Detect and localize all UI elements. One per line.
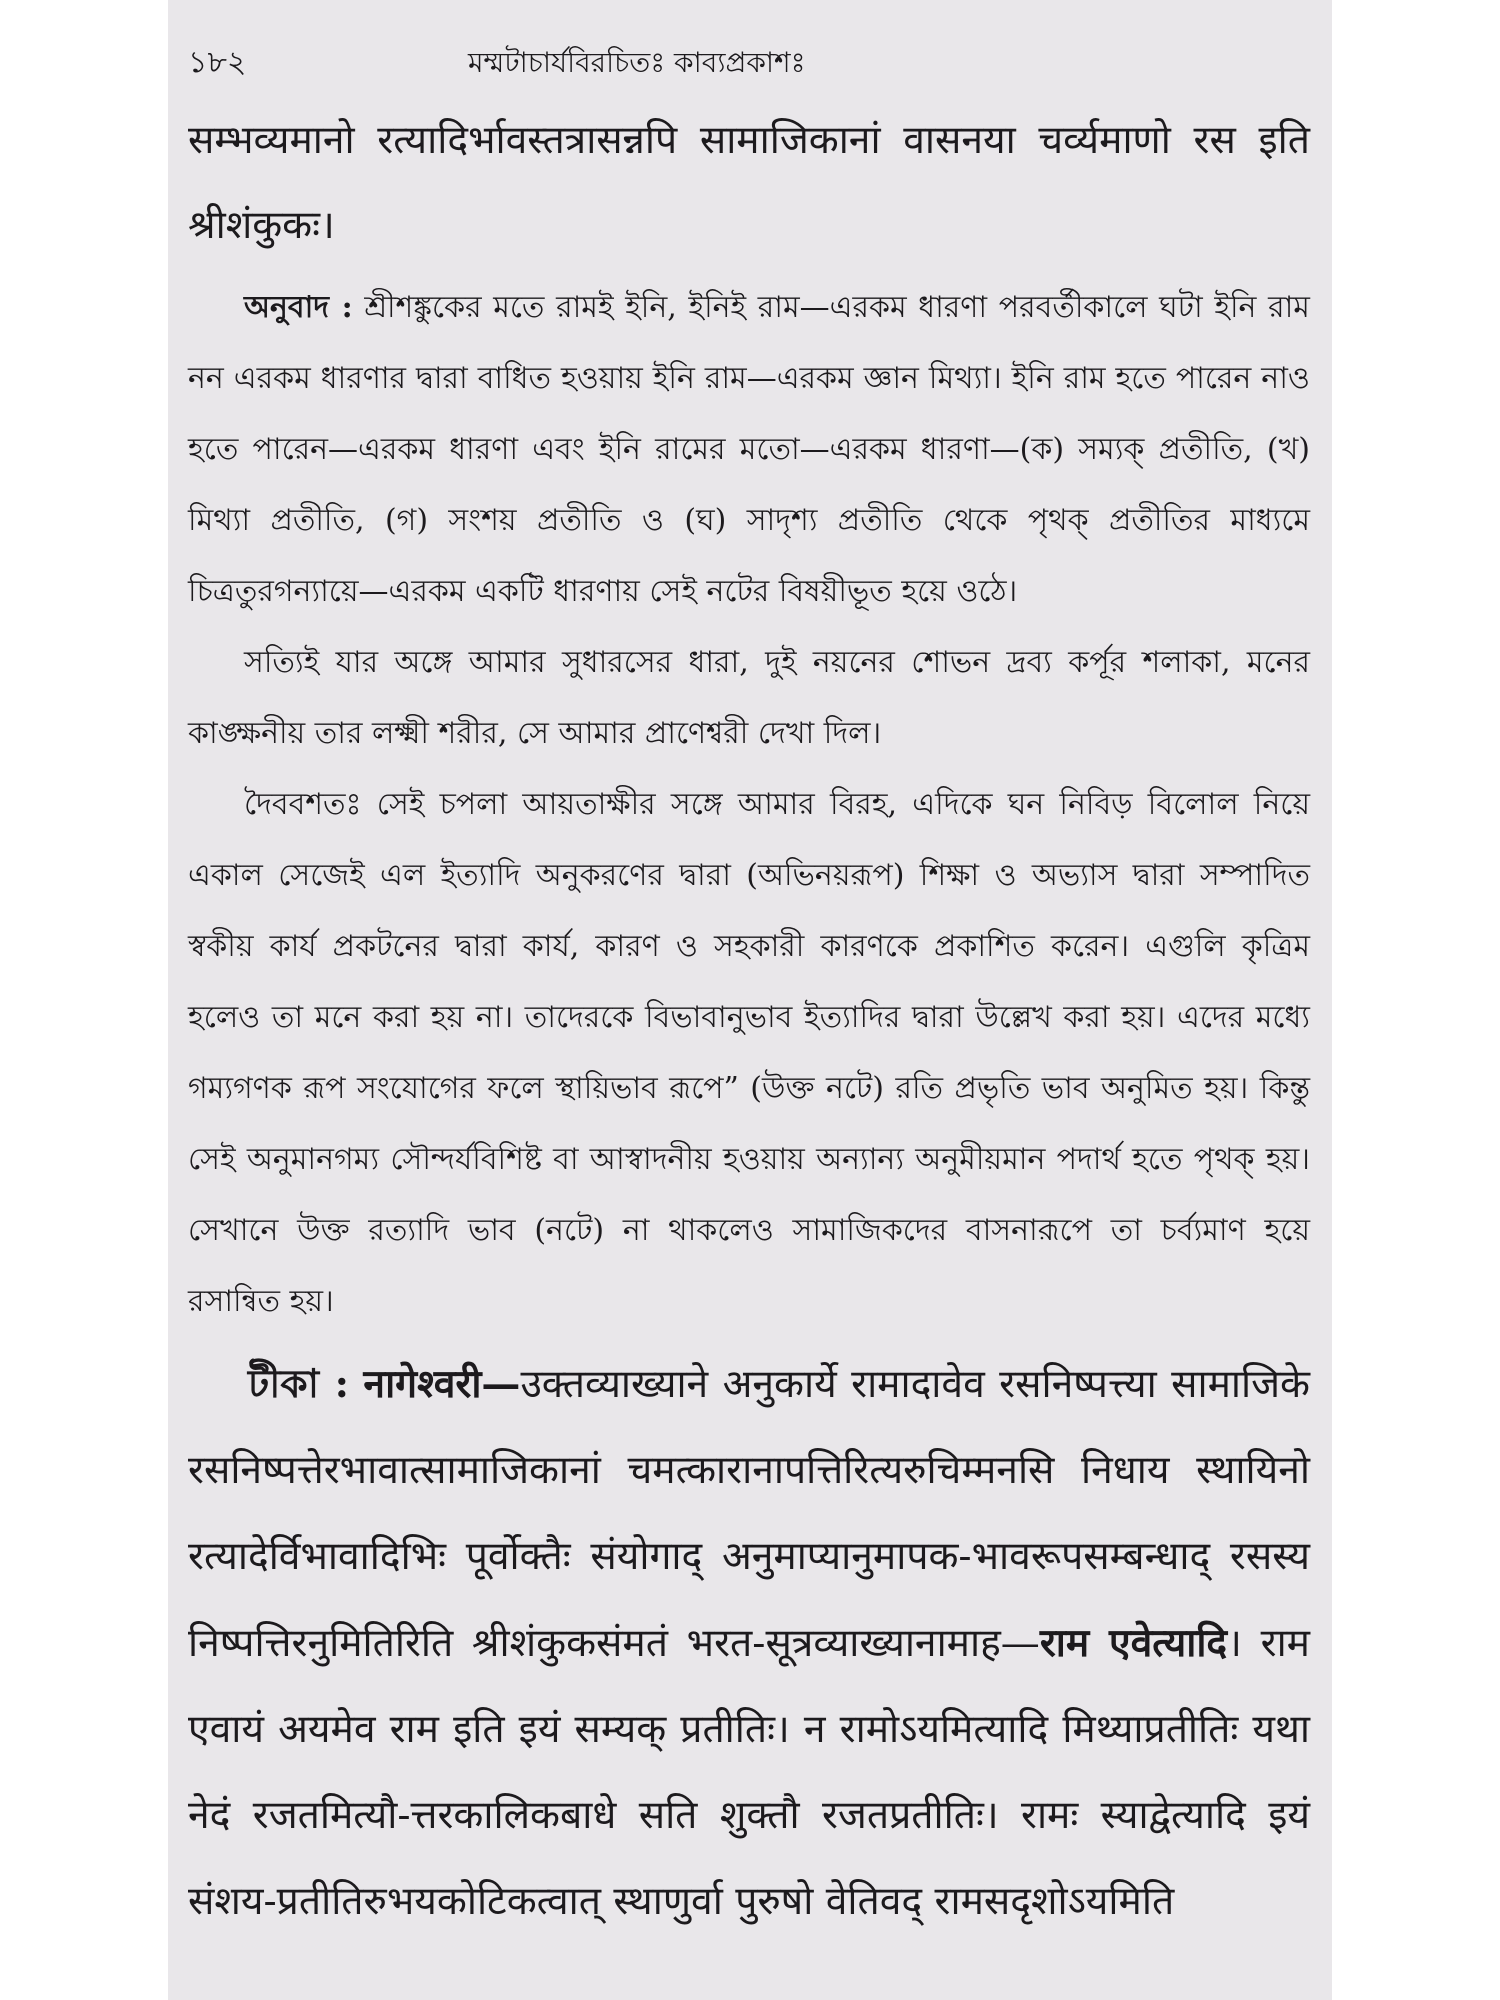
tika-highlight: राम एवेत्यादि xyxy=(1039,1620,1228,1666)
page-number: ১৮২ xyxy=(188,45,247,80)
tika-commentator: नागेश्वरी— xyxy=(363,1361,521,1407)
running-head xyxy=(188,38,1310,88)
anuvad-paragraph-3: দৈববশতঃ সেই চপলা আয়তাক্ষীর সঙ্গে আমার বিরহ, এদিকে ঘন নিবিড় বিলোল নিয়ে একাল সেজেই এল ইত্যাদি অনুকরণের দ্বারা (অভিনয়রূপ) শিক্ষা ও অভ্যাস দ্বারা সম্পাদিত স্বকীয় কার্য প্রকটনের দ্বারা কার্য, কারণ ও সহকারী কারণকে প্রকাশিত করেন। এগুলি কৃত্রিম হলেও তা মনে করা হয় না। তাদেরকে বিভাবানুভাব ইত্যাদির দ্বারা উল্লেখ করা হয়। এদের মধ্যে গম্যগণক রূপ সংযোগের ফলে স্থায়িভাব রূপে” (উক্ত নটে) রতি প্রভৃতি ভাব অনুমিত হয়। কিন্তু সেই অনুমানগম্য সৌন্দর্যবিশিষ্ট বা আস্বাদনীয় হওয়ায় অন্যান্য অনুমীয়মান পদার্থ হতে পৃথক্ হয়। সেখানে উক্ত রত্যাদি ভাব (নটে) না থাকলেও সামাজিকদের বাসনারূপে তা চর্ব্যমাণ হয়ে রসান্বিত হয়। xyxy=(188,787,1310,1319)
tika-label: টীকা : xyxy=(248,1361,349,1407)
anuvad-paragraph-2: সত্যিই যার অঙ্গে আমার সুধারসের ধারা, দুই নয়নের শোভন দ্রব্য কর্পূর শলাকা, মনের কাঙ্ক্ষনীয় তার লক্ষ্মী শরীর, সে আমার প্রাণেশ্বরী দেখা দিল। xyxy=(188,645,1310,751)
tika-text-part1: उक्तव्याख्याने अनुकार्ये रामादावेव रसनिष्पत्त्या सामाजिके रसनिष्पत्तेरभावात्सामाजिकानां चमत्कारानापत्तिरित्यरुचिम्मनसि निधाय स्थायिनो रत्यादेर्विभावादिभिः पूर्वोक्तैः संयोगाद् अनुमाप्यानुमापक-भावरूपसम्बन्धाद् रसस्य निष्पत्तिरनुमितिरिति श्रीशंकुकसंमतं भरत-सूत्रव्याख्यानामाह— xyxy=(188,1362,1310,1666)
running-title: মম্মটাচার্যবিরচিতঃ কাব্যপ্রকাশঃ xyxy=(468,46,806,79)
anuvad-label: অনুবাদ : xyxy=(244,290,353,325)
book-page xyxy=(168,0,1332,2000)
anuvad-paragraph-1 xyxy=(188,272,1310,627)
anuvad-text-1: শ্রীশঙ্কুকের মতে রামই ইনি, ইনিই রাম—এরকম ধারণা পরবর্তীকালে ঘটা ইনি রাম নন এরকম ধারণার দ্বারা বাধিত হওয়ায় ইনি রাম—এরকম জ্ঞান মিথ্যা। ইনি রাম হতে পারেন নাও হতে পারেন—এরকম ধারণা এবং ইনি রামের মতো—এরকম ধারণা—(ক) সম্যক্ প্রতীতি, (খ) মিথ্যা প্রতীতি, (গ) সংশয় প্রতীতি ও (ঘ) সাদৃশ্য প্রতীতি থেকে পৃথক্ প্রতীতির মাধ্যমে চিত্রতুরগন্যায়ে—এরকম একটি ধারণায় সেই নটের বিষয়ীভূত হয়ে ওঠে। xyxy=(188,290,1310,609)
tika-text-part2: । राम एवायं अयमेव राम इति इयं सम्यक् प्रतीतिः। न रामोऽयमित्यादि मिथ्याप्रतीतिः यथा नेदं रजतमित्यौ-त्तरकालिकबाधे सति शुक्तौ रजतप्रतीतिः। रामः स्याद्वेत्यादि इयं संशय-प्रतीतिरुभयकोटिकत्वात् स्थाणुर्वा पुरुषो वेतिवद् रामसदृशोऽयमिति xyxy=(188,1621,1310,1924)
tika-paragraph xyxy=(188,1341,1310,1945)
mula-text: सम्भव्यमानो रत्यादिर्भावस्तत्रासन्नपि सामाजिकानां वासनया चर्व्यमाणो रस इति श्रीशंकुकः। xyxy=(188,118,1310,248)
